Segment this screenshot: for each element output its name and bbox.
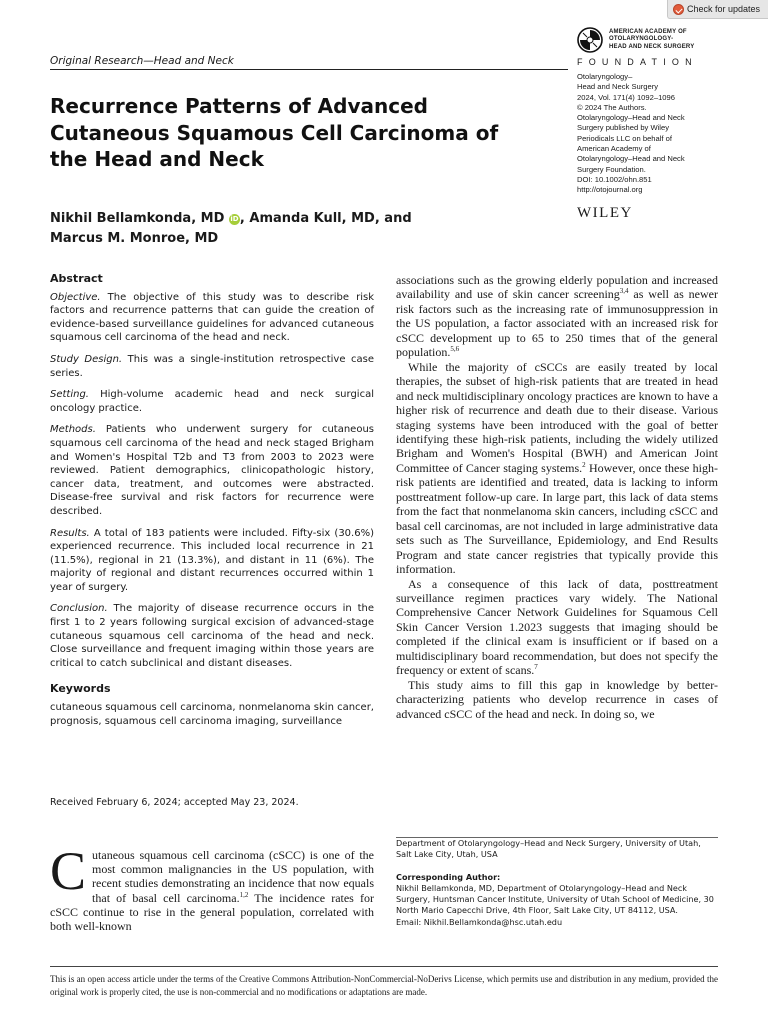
check-updates-label: Check for updates — [687, 4, 761, 14]
received-date: Received February 6, 2024; accepted May 23, 2024. — [50, 797, 299, 808]
abstract-methods — [50, 423, 374, 518]
journal-info-line: Periodicals LLC on behalf of — [577, 133, 672, 143]
logo-line-3: HEAD AND NECK SURGERY — [609, 43, 695, 50]
intro-paragraph — [50, 841, 374, 934]
citation[interactable]: 3,4 — [619, 287, 629, 296]
journal-info-line: Surgery published by Wiley — [577, 123, 670, 133]
abstract-setting — [50, 388, 374, 415]
logo-line-2: OTOLARYNGOLOGY- — [609, 36, 674, 43]
methods-text: Patients who underwent surgery for cutaneous squamous cell carcinoma of the head and neck staged Brigham and Women's Hospital T2b and T3 from 2003 to 2023 were reviewed. Patient demographics, clinicopathologic history, cancer data, treatment, and outcomes were abstracted. Disease-free survival and risk factors for recurrence were described. — [50, 424, 374, 517]
setting-label: Setting. — [50, 389, 89, 401]
abstract-results — [50, 527, 374, 595]
check-for-updates-button[interactable] — [667, 0, 768, 19]
citation[interactable]: 1,2 — [239, 890, 249, 899]
journal-info-line: Otolaryngology–Head and Neck — [577, 154, 685, 164]
logo-line-1: AMERICAN ACADEMY OF — [609, 29, 687, 35]
keywords-heading: Keywords — [50, 682, 111, 696]
citation[interactable]: 7 — [534, 663, 538, 672]
logo-text — [609, 29, 694, 51]
journal-info-line: Head and Neck Surgery — [577, 82, 659, 92]
journal-url-link[interactable]: http://otojournal.org — [577, 185, 643, 195]
logo-foundation: FOUNDATION — [577, 57, 698, 67]
corresponding-author-email[interactable]: Email: Nikhil.Bellamkonda@hsc.utah.edu — [396, 916, 563, 927]
drop-cap: C — [50, 841, 87, 901]
section-label: Original Research—Head and Neck — [50, 55, 234, 67]
design-label: Study Design. — [50, 353, 123, 365]
citation[interactable]: 5,6 — [450, 345, 460, 354]
journal-info-line: Otolaryngology–Head and Neck — [577, 113, 685, 123]
body-paragraph — [396, 273, 718, 360]
intro-text: utaneous squamous cell carcinoma (cSCC) is one of the most common malignancies in the US population, with recent studies demonstrating an incidence that now equals that of basal cell carcinoma. — [92, 848, 374, 905]
journal-info-line: © 2024 The Authors. — [577, 102, 647, 112]
author-name: Nikhil Bellamkonda, MD — [50, 211, 225, 226]
citation[interactable]: 2 — [582, 460, 586, 469]
license-notice: This is an open access article under the terms of the Creative Commons Attribution-NonCommercial-NoDerivs License, which permits use and distribution in any medium, provided the original work is properly cited, the use is non-commercial and no modifications or adaptations are made. — [50, 974, 718, 997]
body-text: As a consequence of this lack of data, posttreatment surveillance regimen practices vary widely. The National Comprehensive Cancer Network Guidelines for Squamous Cell Skin Cancer Version 1.2023 suggests that imaging should be completed if the clinical exam is insufficient or if based on a multidisciplinary board recommendation, but does not specify the frequency or extent of scans. — [396, 576, 718, 678]
body-text: associations such as the growing elderly population and increased availability and use of skin cancer screening — [396, 273, 718, 302]
results-label: Results. — [50, 527, 90, 539]
author-list — [50, 209, 450, 249]
corresponding-author-heading: Corresponding Author: — [396, 871, 501, 882]
check-updates-icon — [673, 4, 684, 15]
conclusion-label: Conclusion. — [50, 603, 108, 615]
abstract-objective — [50, 291, 374, 345]
body-text: as well as newer risk factors such as the increasing rate of immunosuppression in the US population, a factor associated with an increased risk for cSCC development up to 65 to 250 times that of the general population. — [396, 287, 718, 360]
affiliation-box — [396, 837, 718, 928]
setting-text: High-volume academic head and neck surgical oncology practice. — [50, 389, 374, 414]
footer-divider — [50, 966, 718, 967]
results-text: A total of 183 patients were included. Fifty-six (30.6%) experienced recurrence. This included local recurrence in 21 (11.5%), regional in 21 (13.3%), and distant in 11 (6%). The majority of regional and distant recurrences occurred within 1 year of surgery. — [50, 527, 374, 593]
doi-link[interactable]: DOI: 10.1002/ohn.851 — [577, 174, 652, 184]
publisher-logo: WILEY — [577, 205, 633, 221]
body-paragraph: This study aims to fill this gap in knowledge by better-characterizing patients who develop recurrence in cases of advanced cSCC of the head and neck. In doing so, we — [396, 677, 718, 721]
affiliation-department: Department of Otolaryngology–Head and Neck Surgery, University of Utah, Salt Lake City, Utah, USA — [396, 838, 701, 860]
abstract-design — [50, 353, 374, 380]
abstract — [50, 272, 374, 736]
foundation-logo-icon — [577, 27, 603, 53]
journal-info-line: American Academy of — [577, 144, 651, 154]
body-text: However, once these high-risk patients are identified and treated, data is lacking to inform posttreatment follow-up care. In large part, this lack of data stems from the fact that nonmelanoma skin cancers, including cSCC and basal cell carcinomas, are not included in large administrative data sets such as The Surveillance, Epidemiology, and End Results Program and state cancer registries that typically provide this information. — [396, 460, 719, 577]
header-divider — [50, 69, 568, 70]
methods-label: Methods. — [50, 424, 96, 436]
corresponding-author-details: Nikhil Bellamkonda, MD, Department of Otolaryngology–Head and Neck Surgery, Huntsman Cancer Institute, University of Utah School of Medicine, 30 North Mario Capecchi Drive, 4th Floor, Salt Lake City, UT 84112, USA. — [396, 882, 714, 916]
design-text: This was a single-institution retrospective case series. — [50, 353, 374, 379]
objective-text: The objective of this study was to describe risk factors and recurrence patterns that can guide the creation of evidence-based surveillance guidelines for advanced cutaneous squamous cell carcinoma of the head and neck. — [50, 291, 374, 344]
orcid-icon[interactable]: iD — [230, 215, 239, 223]
abstract-conclusion — [50, 602, 374, 670]
body-paragraph — [396, 360, 718, 577]
abstract-heading: Abstract — [50, 272, 103, 285]
journal-info-line: Otolaryngology– — [577, 72, 633, 81]
article-title: Recurrence Patterns of Advanced Cutaneous Squamous Cell Carcinoma of the Head and Neck — [50, 94, 499, 171]
journal-info-line: 2024, Vol. 171(4) 1092–1096 — [577, 92, 675, 102]
journal-info — [577, 72, 727, 196]
author-names-rest: , Amanda Kull, MD, and Marcus M. Monroe, MD — [50, 211, 412, 246]
body-text: While the majority of cSCCs are easily treated by local therapies, the subset of high-risk patients that are treated in head and neck multidisciplinary oncology practices are known to have a higher risk of recurrence and death due to their disease. Various staging systems have been introduced with the goal of better identifying these high-risk patients, including the widely utilized Brigham and Women's Hospital (BWH) and American Joint Committee of Cancer staging systems. — [396, 359, 718, 475]
keywords: cutaneous squamous cell carcinoma, nonmelanoma skin cancer, prognosis, squamous cell carcinoma imaging, surveillance — [50, 702, 374, 727]
body-paragraph — [396, 577, 718, 678]
intro-text-cont: The incidence rates for cSCC continue to rise in the general population, correlated with both well-known — [50, 890, 374, 934]
conclusion-text: The majority of disease recurrence occurs in the first 1 to 2 years following surgical excision of advanced-stage cutaneous squamous cell carcinoma of the head and neck. Close surveillance and frequent imaging within those years are critical to catch subclinical and distant diseases. — [50, 603, 374, 669]
objective-label: Objective. — [50, 291, 101, 303]
body-column — [396, 273, 718, 721]
journal-info-line: Surgery Foundation. — [577, 164, 646, 174]
